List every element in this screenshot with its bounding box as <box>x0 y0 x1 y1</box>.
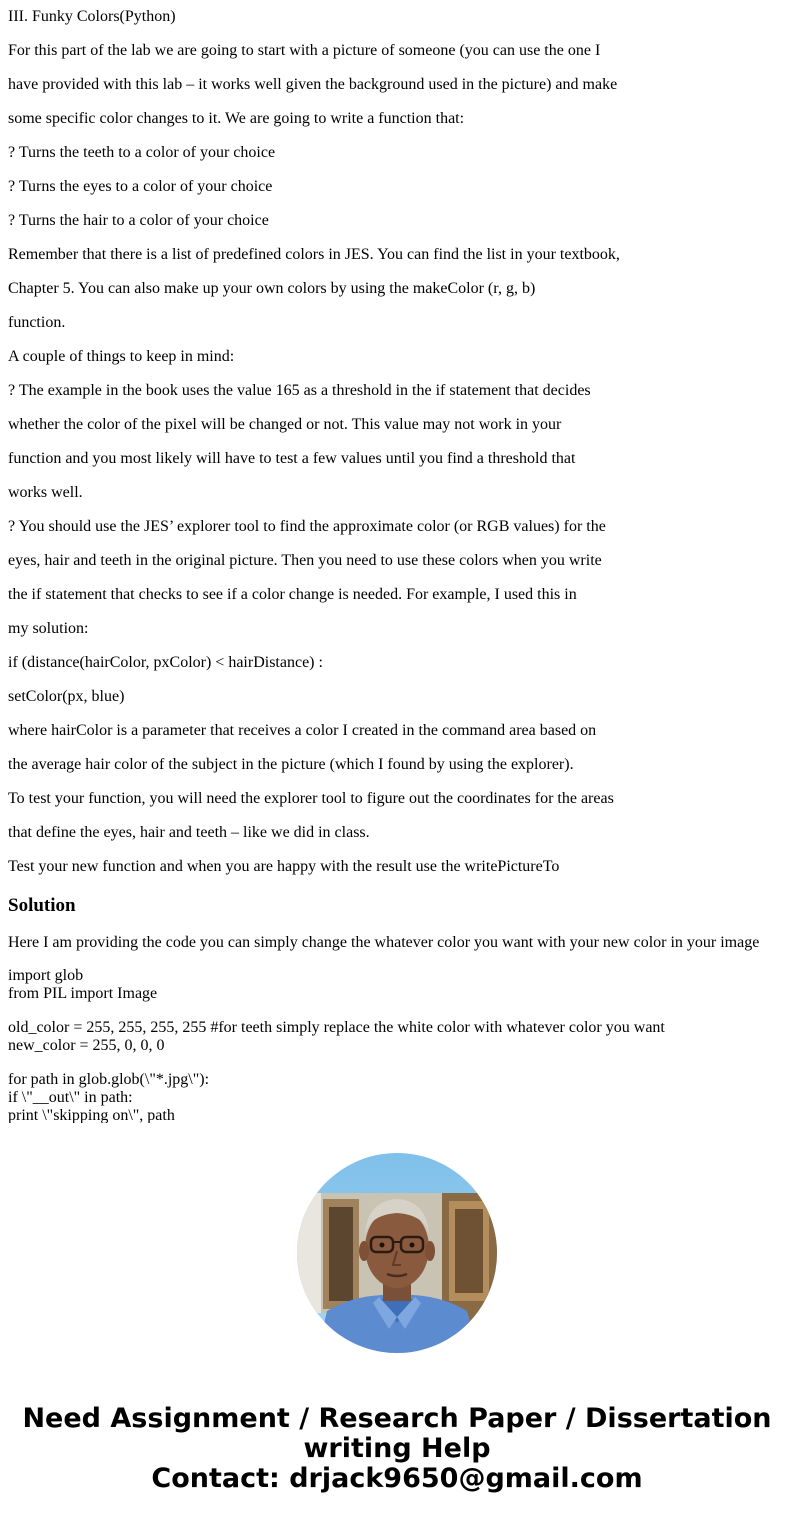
question-line: ? You should use the JES’ explorer tool to find the approximate color (or RGB values) for the <box>8 518 606 535</box>
question-line: function. <box>8 314 66 331</box>
question-line: where hairColor is a parameter that receives a color I created in the command area based on <box>8 722 597 739</box>
question-line: whether the color of the pixel will be changed or not. This value may not work in your <box>8 416 562 433</box>
solution-heading: Solution <box>8 895 76 916</box>
cta-line: writing Help <box>303 1433 491 1464</box>
question-line: setColor(px, blue) <box>8 688 125 705</box>
question-line: eyes, hair and teeth in the original picture. Then you need to use these colors when you write <box>8 552 602 569</box>
code-line: for path in glob.glob(\"*.jpg\"): <box>8 1071 210 1088</box>
code-line: old_color = 255, 255, 255, 255 #for teeth simply replace the white color with whatever color you want <box>8 1019 665 1036</box>
question-line: ? Turns the hair to a color of your choice <box>8 212 269 229</box>
question-line: my solution: <box>8 620 89 637</box>
question-line: some specific color changes to it. We are going to write a function that: <box>8 110 465 127</box>
solution-intro: Here I am providing the code you can simply change the whatever color you want with your new color in your image <box>8 934 760 951</box>
cta-line: Need Assignment / Research Paper / Dissertation <box>22 1403 772 1434</box>
question-line: that define the eyes, hair and teeth – like we did in class. <box>8 824 370 841</box>
code-line: new_color = 255, 0, 0, 0 <box>8 1037 165 1054</box>
author-avatar <box>297 1153 497 1353</box>
question-line: the average hair color of the subject in the picture (which I found by using the explorer). <box>8 756 574 773</box>
question-line: ? Turns the teeth to a color of your choice <box>8 144 276 161</box>
code-block <box>8 1071 788 1123</box>
question-text <box>8 0 788 884</box>
question-line: ? The example in the book uses the value 165 as a threshold in the if statement that decides <box>8 382 591 399</box>
question-line: To test your function, you will need the explorer tool to figure out the coordinates for the areas <box>8 790 614 807</box>
contact-banner <box>0 1404 794 1494</box>
cta-contact-line: Contact: drjack9650@gmail.com <box>151 1463 643 1494</box>
code-line: print \"skipping on\", path <box>8 1107 175 1123</box>
question-line: ? Turns the eyes to a color of your choice <box>8 178 273 195</box>
question-line: if (distance(hairColor, pxColor) < hairDistance) : <box>8 654 323 671</box>
code-snippet <box>8 967 788 1123</box>
code-block <box>8 1019 788 1055</box>
question-line: Remember that there is a list of predefined colors in JES. You can find the list in your textbook, <box>8 246 620 263</box>
code-line: if \"__out\" in path: <box>8 1089 133 1106</box>
question-line: A couple of things to keep in mind: <box>8 348 235 365</box>
question-line: III. Funky Colors(Python) <box>8 8 176 25</box>
question-line: the if statement that checks to see if a color change is needed. For example, I used this in <box>8 586 577 603</box>
question-line: works well. <box>8 484 83 501</box>
question-line: For this part of the lab we are going to start with a picture of someone (you can use the one I <box>8 42 601 59</box>
code-line: import glob <box>8 967 84 984</box>
question-line: have provided with this lab – it works well given the background used in the picture) and make <box>8 76 618 93</box>
code-block <box>8 967 788 1003</box>
question-line: Chapter 5. You can also make up your own colors by using the makeColor (r, g, b) <box>8 280 536 297</box>
question-line: function and you most likely will have to test a few values until you find a threshold that <box>8 450 576 467</box>
code-line: from PIL import Image <box>8 985 158 1002</box>
person-photo-icon <box>297 1153 497 1353</box>
question-line: Test your new function and when you are happy with the result use the writePictureTo <box>8 858 560 875</box>
